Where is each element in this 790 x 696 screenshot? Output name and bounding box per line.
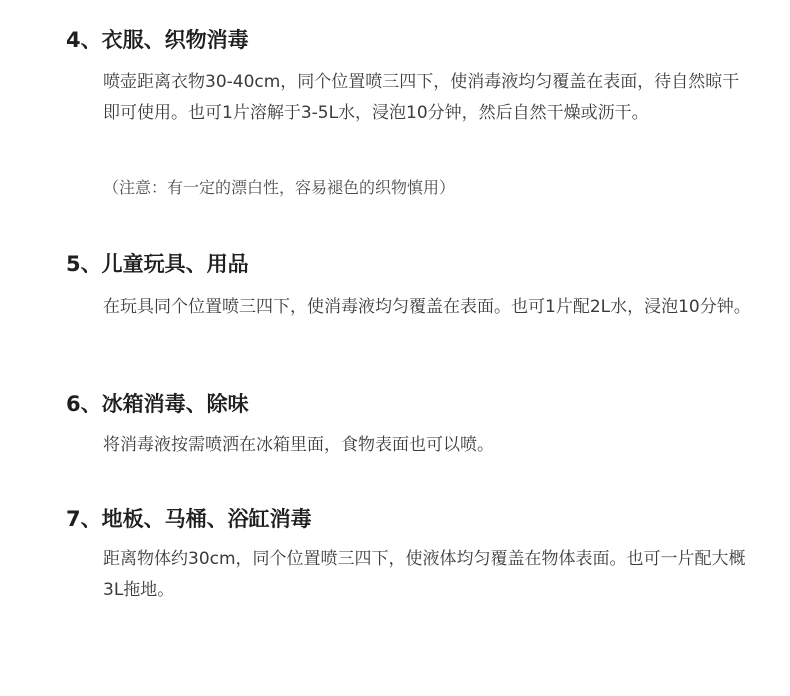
section-body: 喷壶距离衣物30-40cm，同个位置喷三四下，使消毒液均匀覆盖在表面，待自然晾干即可使用。也可1片溶解于3-5L水，浸泡10分钟，然后自然干燥或沥干。 (103, 72, 740, 123)
section-body: 在玩具同个位置喷三四下，使消毒液均匀覆盖在表面。也可1片配2L水，浸泡10分钟。 (103, 297, 751, 317)
section-body: 距离物体约30cm，同个位置喷三四下，使液体均匀覆盖在物体表面。也可一片配大概3L拖地。 (103, 549, 746, 600)
section-heading: 7、地板、马桶、浴缸消毒 (66, 507, 312, 531)
section-heading: 6、冰箱消毒、除味 (66, 392, 249, 416)
section-heading: 5、儿童玩具、用品 (66, 252, 249, 276)
section-heading: 4、衣服、织物消毒 (66, 28, 249, 52)
section-body: 将消毒液按需喷洒在冰箱里面，食物表面也可以喷。 (103, 435, 494, 455)
section-note: （注意：有一定的漂白性，容易褪色的织物慎用） (103, 178, 456, 197)
